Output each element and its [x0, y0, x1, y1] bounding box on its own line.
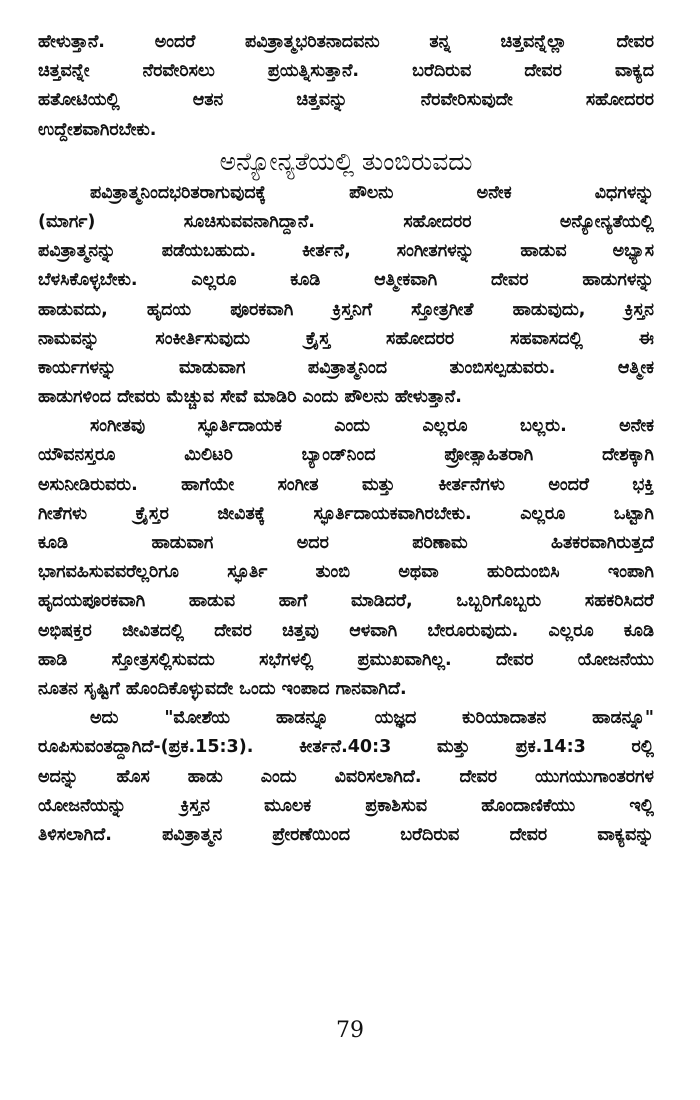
text-line: ಹತೋಟಿಯಲ್ಲಿ ಆತನ ಚಿತ್ತವನ್ನು ನೆರವೇರಿಸುವುದೇ ಸಹೋದರರ [38, 90, 654, 111]
text-line: ಯೌವನಸ್ತರೂ ಮಿಲಿಟರಿ ಬ್ಯಾಂಡ್‌ನಿಂದ ಪ್ರೋತ್ಸಾಹಿತರಾಗಿ ದೇಶಕ್ಕಾಗಿ [38, 445, 654, 466]
text-line: ಹೃದಯಪೂರಕವಾಗಿ ಹಾಡುವ ಹಾಗೆ ಮಾಡಿದರೆ, ಒಬ್ಬರಿಗೊಬ್ಬರು ಸಹಕರಿಸಿದರೆ [38, 591, 654, 612]
text-line: ನೂತನ ಸೃಷ್ಟಿಗೆ ಹೊಂದಿಕೊಳ್ಳುವದೇ ಒಂದು ಇಂಪಾದ ಗಾನವಾಗಿದೆ. [38, 678, 407, 699]
paragraph-4 [38, 704, 654, 850]
text-line: ನಾಮವನ್ನು ಸಂಕೀರ್ತಿಸುವುದು ಕ್ರೈಸ್ತ ಸಹೋದರರ ಸಹವಾಸದಲ್ಲಿ ಈ [38, 328, 654, 349]
text-line: ಕಾರ್ಯಗಳನ್ನು ಮಾಡುವಾಗ ಪವಿತ್ರಾತ್ಮನಿಂದ ತುಂಬಿಸಲ್ಪಡುವರು. ಆತ್ಮೀಕ [38, 357, 654, 378]
paragraph-3 [38, 412, 654, 704]
text-line: ಹೇಳುತ್ತಾನೆ. ಅಂದರೆ ಪವಿತ್ರಾತ್ಮಭರಿತನಾದವನು ತನ್ನ ಚಿತ್ತವನ್ನೆಲ್ಲಾ ದೇವರ [38, 32, 654, 52]
text-line: ಸಂಗೀತವು ಸ್ಫೂರ್ತಿದಾಯಕ ಎಂದು ಎಲ್ಲರೂ ಬಲ್ಲರು. ಅನೇಕ [90, 416, 654, 437]
text-line: ಪವಿತ್ರಾತ್ಮನಿಂದಭರಿತರಾಗುವುದಕ್ಕೆ ಪೌಲನು ಅನೇಕ ವಿಧಗಳನ್ನು [90, 182, 654, 203]
paragraph-1 [38, 28, 654, 145]
paragraph-2 [38, 179, 654, 413]
page-number: 79 [336, 1018, 364, 1043]
text-line: ಹಾಡುವದು, ಹೃದಯ ಪೂರಕವಾಗಿ ಕ್ರಿಸ್ತನಿಗೆ ಸ್ತೋತ್ರಗೀತೆ ಹಾಡುವುದು, ಕ್ರಿಸ್ತನ [38, 299, 654, 320]
text-line: ಚಿತ್ತವನ್ನೇ ನೆರವೇರಿಸಲು ಪ್ರಯತ್ನಿಸುತ್ತಾನೆ. ಬರೆದಿರುವ ದೇವರ ವಾಕ್ಯದ [38, 61, 654, 82]
text-line: ಅದು "ಮೋಶೆಯ ಹಾಡನ್ನೂ ಯಜ್ಞದ ಕುರಿಯಾದಾತನ ಹಾಡನ್ನೂ" [90, 708, 654, 729]
text-line: ಗೀತೆಗಳು ಕ್ರೈಸ್ತರ ಜೀವಿತಕ್ಕೆ ಸ್ಫೂರ್ತಿದಾಯಕವಾಗಿರಬೇಕು. ಎಲ್ಲರೂ ಒಟ್ಟಾಗಿ [38, 503, 654, 524]
text-line: ಹಾಡುಗಳಿಂದ ದೇವರು ಮೆಚ್ಚುವ ಸೇವೆ ಮಾಡಿರಿ ಎಂದು ಪೌಲನು ಹೇಳುತ್ತಾನೆ. [38, 387, 462, 408]
text-line: ಬೆಳಸಿಕೊಳ್ಳಬೇಕು. ಎಲ್ಲರೂ ಕೂಡಿ ಆತ್ಮೀಕವಾಗಿ ದೇವರ ಹಾಡುಗಳನ್ನು [38, 270, 654, 291]
text-line: ಅಭಿಷಕ್ತರ ಜೀವಿತದಲ್ಲಿ ದೇವರ ಚಿತ್ತವು ಆಳವಾಗಿ ಬೇರೂರುವುದು. ಎಲ್ಲರೂ ಕೂಡಿ [38, 620, 654, 641]
text-line: ಪವಿತ್ರಾತ್ಮನನ್ನು ಪಡೆಯಬಹುದು. ಕೀರ್ತನೆ, ಸಂಗೀತಗಳನ್ನು ಹಾಡುವ ಅಭ್ಯಾಸ [38, 241, 654, 262]
text-line: ಅಸುನೀಡಿರುವರು. ಹಾಗೆಯೇ ಸಂಗೀತ ಮತ್ತು ಕೀರ್ತನೆಗಳು ಅಂದರೆ ಭಕ್ತಿ [38, 474, 654, 495]
text-line: ಯೋಜನೆಯನ್ನು ಕ್ರಿಸ್ತನ ಮೂಲಕ ಪ್ರಕಾಶಿಸುವ ಹೊಂದಾಣಿಕೆಯು ಇಲ್ಲಿ [38, 795, 654, 816]
text-line: ಹಾಡಿ ಸ್ತೋತ್ರಸಲ್ಲಿಸುವದು ಸಭೆಗಳಲ್ಲಿ ಪ್ರಮುಖವಾಗಿಲ್ಲ. ದೇವರ ಯೋಜನೆಯು [38, 649, 654, 670]
section-heading: ಅನ್ಯೋನ್ಯತೆಯಲ್ಲಿ ತುಂಬಿರುವದು [219, 146, 473, 176]
text-line: ಭಾಗವಹಿಸುವವರೆಲ್ಲರಿಗೂ ಸ್ಫೂರ್ತಿ ತುಂಬಿ ಅಥವಾ ಹುರಿದುಂಬಿಸಿ ಇಂಪಾಗಿ [38, 562, 654, 583]
text-line: (ಮಾರ್ಗ) ಸೂಚಿಸುವವನಾಗಿದ್ದಾನೆ. ಸಹೋದರರ ಅನ್ಯೋನ್ಯತೆಯಲ್ಲಿ [38, 211, 654, 232]
text-line: ಉದ್ದೇಶವಾಗಿರಬೇಕು. [38, 119, 157, 140]
text-line: ಕೂಡಿ ಹಾಡುವಾಗ ಅದರ ಪರಿಣಾಮ ಹಿತಕರವಾಗಿರುತ್ತದೆ [38, 533, 654, 553]
page-body [38, 28, 654, 850]
text-line: ರೂಪಿಸುವಂತದ್ದಾಗಿದೆ-(ಪ್ರಕ.15:3). ಕೀರ್ತನೆ.40:3 ಮತ್ತು ಪ್ರಕ.14:3 ರಲ್ಲಿ [38, 737, 654, 758]
text-line: ಅದನ್ನು ಹೊಸ ಹಾಡು ಎಂದು ವಿವರಿಸಲಾಗಿದೆ. ದೇವರ ಯುಗಯುಗಾಂತರಗಳ [38, 766, 654, 787]
text-line: ತಿಳಿಸಲಾಗಿದೆ. ಪವಿತ್ರಾತ್ಮನ ಪ್ರೇರಣೆಯಿಂದ ಬರೆದಿರುವ ದೇವರ ವಾಕ್ಯವನ್ನು [38, 824, 654, 845]
